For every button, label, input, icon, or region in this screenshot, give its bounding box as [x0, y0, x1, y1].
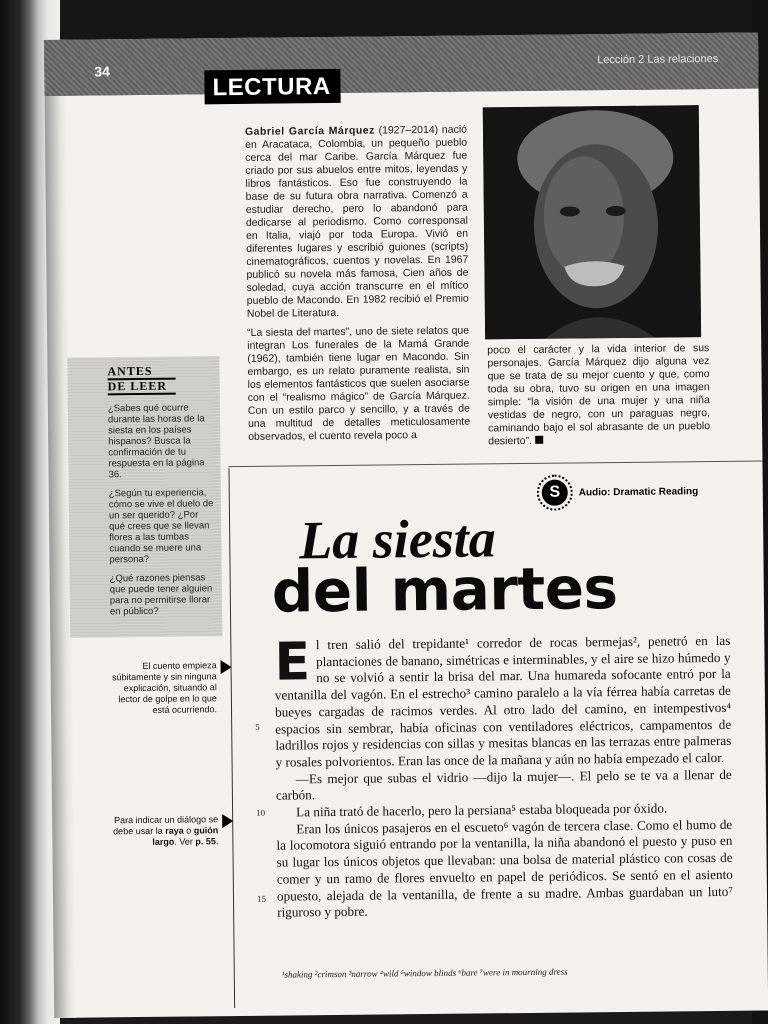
margin-note-2-text: Para indicar un diálogo se debe usar la: [113, 814, 219, 837]
sidebar-title-line-2: DE LEER: [108, 380, 176, 396]
sidebar-title-line-1: ANTES: [107, 365, 175, 381]
story-text: [274, 633, 733, 922]
story-title-line-2: del martes: [271, 554, 618, 626]
book-page: [44, 33, 768, 1018]
column-divider: [228, 468, 235, 1008]
bio-text-1: (1927–2014) nació en Aracataca, Colombia, un pequeño pueblo cerca del mar Caribe. García Márquez fue criado por sus abuelos entre mitos, leyendas y libros fantásticos. Eso fue construyendo la base de su futura obra narrativa. Comenzó a estudiar derecho, pero lo abandonó para dedicarse al periodismo. Como corresponsal en Italia, viajó por toda Europa. Vivió en diferentes lugares y escribió guiones (scripts) cinematográficos, cuentos y novelas. En 1967 publicó su novela más famosa, Cien años de soledad, cuya acción transcurre en el mítico pueblo de Macondo. En 1982 recibió el Premio Nobel de Literatura.: [245, 123, 469, 320]
sidebar-question-1: ¿Sabes qué ocurre durante las horas de la siesta en los países hispanos? Busca la confirmación de tu respuesta en la página 36.: [107, 402, 205, 481]
story-paragraph-3: La niña trató de hacerlo, pero la persiana⁵ estaba bloqueada por óxido.: [296, 800, 668, 820]
bio-text-2-cont: poco el carácter y la vida interior de sus personajes. García Márquez dijo alguna vez que se trata de su mejor cuento y que, como toda su obra, tuvo su origen en una imagen simple: “la visión de una mujer y una niña vestidas de negro, con un paraguas negro, caminando bajo el sol abrasante de un pueblo desierto”.: [487, 342, 711, 448]
line-number: 5: [255, 721, 260, 732]
sidebar-question-2: ¿Según tu experiencia, cómo se vive el duelo de un ser querido? ¿Por qué crees que se llevan flores a las tumbas cuando se muere una persona?: [108, 487, 214, 566]
story-paragraph-1: [274, 633, 731, 771]
margin-note-2-end: .: [215, 836, 219, 847]
drop-cap: E: [274, 632, 311, 693]
line-number: 15: [256, 893, 267, 904]
margin-note-2-bold-2: guión largo: [152, 825, 219, 847]
audio-icon: [537, 474, 573, 510]
section-label: LECTURA: [204, 69, 341, 104]
margin-note-1: El cuento empieza súbitamente y sin ninguna explicación, situando al lector de golpe en lo que está ocurriendo.: [112, 660, 218, 715]
margin-note-2-bold-1: raya: [165, 825, 184, 836]
footnotes: ¹shaking ²crimson ³narrow ⁴wild ⁵window blinds ⁶bare ⁷were in mourning dress: [281, 966, 568, 980]
bio-continued: [487, 342, 710, 448]
margin-note-2-ref: p. 55: [195, 836, 216, 847]
author-photo: [483, 105, 701, 339]
audio-link[interactable]: [537, 473, 699, 511]
sidebar-question-3: ¿Qué razones piensas que puede tener alguien para no permitirse llorar en público?: [109, 572, 213, 618]
margin-note-2: [108, 814, 218, 848]
author-bio: [245, 124, 470, 444]
audio-label: Audio: Dramatic Reading: [578, 485, 699, 498]
antes-de-leer-box: [67, 356, 222, 638]
end-mark-icon: [535, 436, 543, 444]
bio-paragraph-2: “La siesta del martes”, uno de siete relatos que integran Los funerales de la Mamá Grande (1962), también tiene lugar en Macondo. Sin embargo, es un relato puramente realista, sin los elementos fantásticos que suelen asociarse con el “realismo mágico” de García Márquez. Con un estilo parco y sencillo, y a través de una multitud de detalles meticulosamente observados, el cuento revela poco a: [247, 324, 471, 443]
author-name: Gabriel García Márquez: [244, 124, 375, 138]
story-paragraph-4: Eran los únicos pasajeros en el escueto⁶ vagón de tercera clase. Como el humo de la locomotora siguió entrando por la ventanilla, la niña abandonó el puesto y puso en su lugar los únicos objetos que llevaban: una bolsa de material plástico con cosas de comer y un ramo de flores envuelto en papel de periódicos. Se sentó en el asiento opuesto, alejada de la ventanilla, de frente a su madre. Ambas guardaban un luto⁷ riguroso y pobre.: [276, 816, 734, 920]
margin-note-2-mid: o: [186, 825, 192, 836]
author-portrait-image: [483, 105, 701, 339]
story-paragraph-1-text: l tren salió del trepidante¹ corredor de rocas bermejas², penetró en las plantaciones de banano, simétricas e interminables, y el aire se hizo húmedo y no se volvió a sentir la brisa del mar. Una humareda sofocante entró por la ventanilla del vagón. En el estrecho³ camino paralelo a la vía férrea había carretas de bueyes cargadas de racimos verdes. Al otro lado del camino, en intempestivos⁴ espacios sin sembrar, había oficinas con ventiladores eléctricos, campamentos de ladrillos rojos y residencias con sillas y mesitas blancas en las terrazas entre palmeras y rosales polvorientos. Eran las once de la mañana y aún no había empezado el calor.: [274, 632, 732, 770]
lesson-tag: Lección 2 Las relaciones: [597, 52, 719, 67]
page-number: 34: [94, 63, 110, 80]
sidebar-title: [107, 364, 213, 395]
line-number: 10: [256, 807, 266, 818]
story-paragraph-2: —Es mejor que subas el vidrio —dijo la mujer—. El pelo se te va a llenar de carbón.: [275, 766, 732, 803]
margin-note-2-after: . Ver: [174, 836, 193, 847]
section-divider: [228, 460, 762, 467]
story-title-line-1: La siesta: [298, 508, 497, 571]
audio-badge-letter: S: [542, 480, 568, 506]
bio-paragraph-1: [245, 124, 469, 321]
